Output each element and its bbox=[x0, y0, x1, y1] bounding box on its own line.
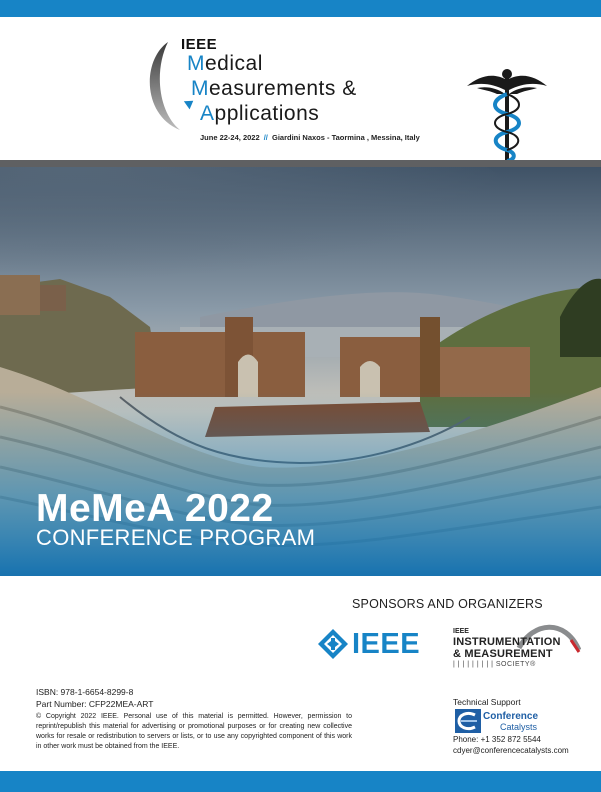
bottom-accent-bar bbox=[0, 771, 601, 792]
logo-line-medical: Medical bbox=[187, 52, 263, 75]
header-divider bbox=[0, 160, 601, 167]
logo-line-measurements: Measurements & bbox=[191, 77, 357, 100]
ieee-wordmark: IEEE bbox=[352, 628, 421, 660]
top-accent-bar bbox=[0, 0, 601, 17]
conference-catalysts-icon bbox=[455, 709, 481, 733]
logo-line-applications: Applications bbox=[200, 102, 320, 125]
conference-logo bbox=[140, 30, 470, 150]
isbn-text: ISBN: 978-1-6654-8299-8 bbox=[36, 687, 134, 697]
sponsors-heading: SPONSORS AND ORGANIZERS bbox=[352, 597, 543, 611]
conference-catalysts-logo bbox=[455, 709, 565, 733]
support-email: cdyer@conferencecatalysts.com bbox=[453, 746, 569, 755]
ims-society-logo bbox=[453, 620, 583, 672]
ims-measurement-text: & MEASUREMENT bbox=[453, 648, 553, 660]
copyright-notice: © Copyright 2022 IEEE. Personal use of this material is permitted. However, permission to reprint/republish this material for advertising or promotional purposes or for creating new collective works for resale or redistribution to servers or lists, or to use any copyrighted component of this work in other work must be obtained from the IEEE. bbox=[36, 713, 352, 750]
conference-catalysts-name-1: Conference bbox=[483, 711, 539, 722]
ims-instrumentation-text: INSTRUMENTATION bbox=[453, 636, 561, 648]
caduceus-icon bbox=[467, 66, 547, 164]
part-number-text: Part Number: CFP22MEA-ART bbox=[36, 699, 154, 709]
ieee-diamond-icon bbox=[318, 629, 348, 659]
logo-ieee-text: IEEE bbox=[181, 36, 218, 53]
ims-ieee-text: IEEE bbox=[453, 628, 469, 635]
conference-catalysts-name-2: Catalysts bbox=[500, 722, 538, 732]
ieee-logo bbox=[318, 628, 428, 662]
technical-support-title: Technical Support bbox=[453, 697, 521, 707]
hero-image bbox=[0, 167, 601, 576]
hero-subtitle: CONFERENCE PROGRAM bbox=[36, 525, 316, 550]
support-phone: Phone: +1 352 872 5544 bbox=[453, 735, 541, 744]
hero-title: MeMeA 2022 bbox=[36, 487, 274, 530]
ims-society-text: | | | | | | | | | SOCIETY® bbox=[453, 661, 536, 668]
conference-date-location: June 22-24, 2022 // Giardini Naxos - Taormina , Messina, Italy bbox=[200, 133, 420, 142]
